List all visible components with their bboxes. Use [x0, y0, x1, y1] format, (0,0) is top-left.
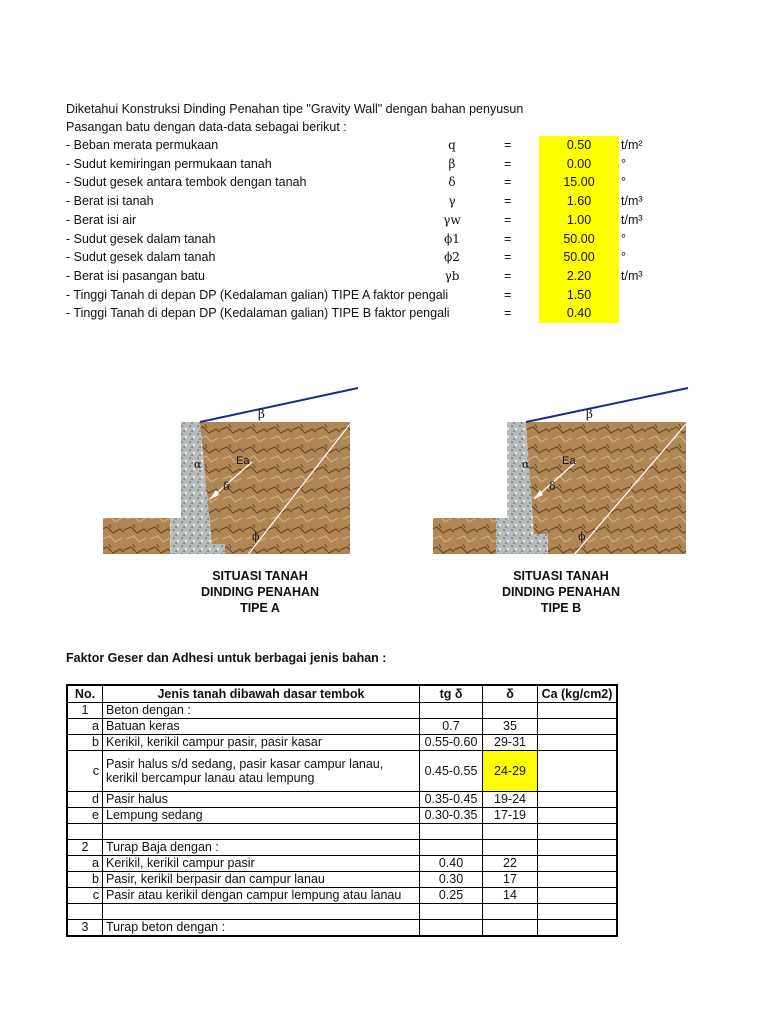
- parameter-value: 15.00: [539, 173, 619, 192]
- caption-a-line-3: TIPE A: [240, 601, 280, 615]
- cell-tg-delta: [420, 920, 483, 937]
- cell-soil-type: Batuan keras: [103, 719, 420, 735]
- parameter-label: - Tinggi Tanah di depan DP (Kedalaman galian) TIPE A faktor pengali: [66, 288, 449, 302]
- alpha-label-a: α: [194, 458, 202, 471]
- cell-tg-delta: 0.30-0.35: [420, 808, 483, 824]
- cell-soil-type: Turap beton dengan :: [103, 920, 420, 937]
- cell-delta: [483, 824, 538, 840]
- parameter-label: - Beban merata permukaan: [66, 138, 219, 152]
- intro-line-1: Diketahui Konstruksi Dinding Penahan tipe "Gravity Wall" dengan bahan penyusun: [66, 102, 524, 116]
- parameter-unit: °: [621, 175, 626, 189]
- cell-soil-type: [103, 824, 420, 840]
- parameter-symbol: γb: [444, 269, 460, 283]
- parameter-equals: =: [504, 269, 512, 283]
- parameter-row: [0, 193, 768, 211]
- parameter-symbol: γw: [443, 213, 461, 227]
- parameter-symbol: q: [448, 138, 456, 152]
- parameter-label: - Tinggi Tanah di depan DP (Kedalaman galian) TIPE B faktor pengali: [66, 306, 450, 320]
- cell-delta: 19-24: [483, 792, 538, 808]
- parameter-label: - Sudut gesek dalam tanah: [66, 232, 216, 246]
- parameter-row: [0, 156, 768, 174]
- cell-soil-type: [103, 904, 420, 920]
- ea-label-a: Ea: [236, 455, 250, 467]
- cell-no: a: [67, 719, 103, 735]
- parameter-value: 1.50: [539, 286, 619, 305]
- parameter-row: [0, 268, 768, 286]
- cell-tg-delta: [420, 904, 483, 920]
- cell-no: 2: [67, 840, 103, 856]
- parameter-equals: =: [504, 194, 512, 208]
- cell-delta: [483, 840, 538, 856]
- parameter-equals: =: [504, 213, 512, 227]
- parameter-value: 0.50: [539, 136, 619, 155]
- table-row: [67, 920, 617, 937]
- table-row: [67, 751, 617, 792]
- parameter-unit: t/m³: [621, 194, 643, 208]
- cell-tg-delta: [420, 840, 483, 856]
- cell-ca: [538, 872, 618, 888]
- table-row: [67, 719, 617, 735]
- parameter-row: [0, 212, 768, 230]
- cell-no: d: [67, 792, 103, 808]
- cell-delta: 35: [483, 719, 538, 735]
- cell-delta: 17: [483, 872, 538, 888]
- cell-ca: [538, 920, 618, 937]
- cell-delta: [483, 703, 538, 719]
- cell-soil-type: Beton dengan :: [103, 703, 420, 719]
- caption-b-line-3: TIPE B: [540, 601, 582, 615]
- cell-soil-type-line-1: Pasir halus s/d sedang, pasir kasar campur lanau,: [106, 757, 384, 771]
- cell-ca: [538, 856, 618, 872]
- cell-tg-delta: 0.25: [420, 888, 483, 904]
- factors-table-body: [67, 703, 617, 937]
- table-row: [67, 840, 617, 856]
- parameter-label: - Berat isi tanah: [66, 194, 154, 208]
- cell-tg-delta: 0.55-0.60: [420, 735, 483, 751]
- cell-delta: 24-29: [483, 751, 538, 792]
- cell-soil-type: Pasir atau kerikil dengan campur lempung atau lanau: [103, 888, 420, 904]
- caption-a-line-2: DINDING PENAHAN: [200, 585, 320, 599]
- cell-ca: [538, 888, 618, 904]
- parameter-row: [0, 174, 768, 192]
- table-row: [67, 824, 617, 840]
- table-row: [67, 792, 617, 808]
- cell-no: b: [67, 735, 103, 751]
- cell-ca: [538, 840, 618, 856]
- cell-soil-type: Turap Baja dengan :: [103, 840, 420, 856]
- parameter-unit: t/m³: [621, 213, 643, 227]
- cell-ca: [538, 751, 618, 792]
- cell-ca: [538, 719, 618, 735]
- cell-tg-delta: 0.40: [420, 856, 483, 872]
- parameter-value: 0.00: [539, 155, 619, 174]
- parameter-unit: °: [621, 157, 626, 171]
- cell-no: [67, 824, 103, 840]
- beta-label-a: β: [258, 407, 265, 421]
- cell-tg-delta: 0.45-0.55: [420, 751, 483, 792]
- alpha-label-b: α: [522, 458, 530, 471]
- intro-line-2: Pasangan batu dengan data-data sebagai berikut :: [66, 120, 347, 134]
- factors-table: [66, 684, 618, 937]
- cell-ca: [538, 904, 618, 920]
- cell-soil-type: Kerikil, kerikil campur pasir: [103, 856, 420, 872]
- table-row: [67, 888, 617, 904]
- cell-ca: [538, 735, 618, 751]
- parameter-label: - Sudut gesek dalam tanah: [66, 250, 216, 264]
- cell-ca: [538, 824, 618, 840]
- header-soil-type: Jenis tanah dibawah dasar tembok: [103, 685, 420, 703]
- parameter-unit: t/m²: [621, 138, 643, 152]
- cell-tg-delta: 0.35-0.45: [420, 792, 483, 808]
- parameter-symbol: ϕ2: [444, 250, 460, 264]
- header-no: No.: [67, 685, 103, 703]
- cell-no: 1: [67, 703, 103, 719]
- parameter-label: - Sudut gesek antara tembok dengan tanah: [66, 175, 307, 189]
- beta-label-b: β: [586, 407, 593, 421]
- table-row: [67, 735, 617, 751]
- cell-soil-type: Pasir, kerikil berpasir dan campur lanau: [103, 872, 420, 888]
- parameter-symbol: β: [448, 157, 456, 171]
- parameter-unit: °: [621, 250, 626, 264]
- parameter-symbol: ϕ1: [444, 232, 460, 246]
- parameter-equals: =: [504, 138, 512, 152]
- cell-soil-type: Kerikil, kerikil campur pasir, pasir kasar: [103, 735, 420, 751]
- phi-label-a: ϕ: [252, 530, 260, 543]
- parameter-symbol: δ: [448, 175, 456, 189]
- table-row: [67, 856, 617, 872]
- cell-no: e: [67, 808, 103, 824]
- table-row: [67, 904, 617, 920]
- cell-tg-delta: 0.30: [420, 872, 483, 888]
- ea-label-b: Ea: [562, 455, 576, 467]
- caption-b-line-1: SITUASI TANAH: [513, 569, 609, 583]
- parameter-unit: t/m³: [621, 269, 643, 283]
- cell-soil-type: [103, 751, 420, 792]
- table-row: [67, 703, 617, 719]
- diagram-type-b: [430, 384, 692, 556]
- delta-label-b: δ: [549, 480, 556, 493]
- cell-soil-type: Lempung sedang: [103, 808, 420, 824]
- table-row: [67, 872, 617, 888]
- cell-ca: [538, 703, 618, 719]
- parameter-row: [0, 287, 768, 305]
- caption-a-line-1: SITUASI TANAH: [212, 569, 308, 583]
- header-ca: Ca (kg/cm2): [538, 685, 618, 703]
- parameter-equals: =: [504, 250, 512, 264]
- parameter-row: [0, 231, 768, 249]
- caption-b-line-2: DINDING PENAHAN: [501, 585, 621, 599]
- parameter-label: - Berat isi air: [66, 213, 137, 227]
- parameter-row: [0, 305, 768, 323]
- table-row: [67, 808, 617, 824]
- cell-no: [67, 904, 103, 920]
- cell-delta: 22: [483, 856, 538, 872]
- cell-delta: [483, 920, 538, 937]
- parameter-equals: =: [504, 175, 512, 189]
- parameter-value: 1.60: [539, 192, 619, 211]
- parameter-value: 1.00: [539, 211, 619, 230]
- parameter-row: [0, 249, 768, 267]
- cell-no: a: [67, 856, 103, 872]
- cell-no: c: [67, 751, 103, 792]
- parameter-symbol: γ: [448, 194, 456, 208]
- parameter-equals: =: [504, 232, 512, 246]
- cell-ca: [538, 808, 618, 824]
- caption-type-a: [180, 568, 340, 616]
- header-tg-delta: tg δ: [420, 685, 483, 703]
- parameter-equals: =: [504, 306, 512, 320]
- cell-soil-type: Pasir halus: [103, 792, 420, 808]
- parameter-value: 2.20: [539, 267, 619, 286]
- parameter-value: 0.40: [539, 304, 619, 323]
- parameter-value: 50.00: [539, 230, 619, 249]
- cell-no: c: [67, 888, 103, 904]
- cell-delta: 29-31: [483, 735, 538, 751]
- cell-no: 3: [67, 920, 103, 937]
- parameter-equals: =: [504, 157, 512, 171]
- cell-delta: 14: [483, 888, 538, 904]
- phi-label-b: ϕ: [578, 530, 586, 543]
- cell-soil-type-line-2: kerikil bercampur lanau atau lempung: [106, 771, 315, 785]
- parameter-label: - Sudut kemiringan permukaan tanah: [66, 157, 272, 171]
- cell-tg-delta: [420, 703, 483, 719]
- diagram-type-a: [100, 384, 362, 556]
- header-delta: δ: [483, 685, 538, 703]
- parameter-label: - Berat isi pasangan batu: [66, 269, 205, 283]
- parameter-unit: °: [621, 232, 626, 246]
- parameter-row: [0, 137, 768, 155]
- cell-ca: [538, 792, 618, 808]
- delta-label-a: δ: [223, 480, 230, 493]
- cell-delta: 17-19: [483, 808, 538, 824]
- caption-type-b: [481, 568, 641, 616]
- parameter-equals: =: [504, 288, 512, 302]
- cell-tg-delta: 0.7: [420, 719, 483, 735]
- factors-title: Faktor Geser dan Adhesi untuk berbagai jenis bahan :: [66, 651, 387, 665]
- parameter-value: 50.00: [539, 248, 619, 267]
- cell-tg-delta: [420, 824, 483, 840]
- cell-no: b: [67, 872, 103, 888]
- cell-delta: [483, 904, 538, 920]
